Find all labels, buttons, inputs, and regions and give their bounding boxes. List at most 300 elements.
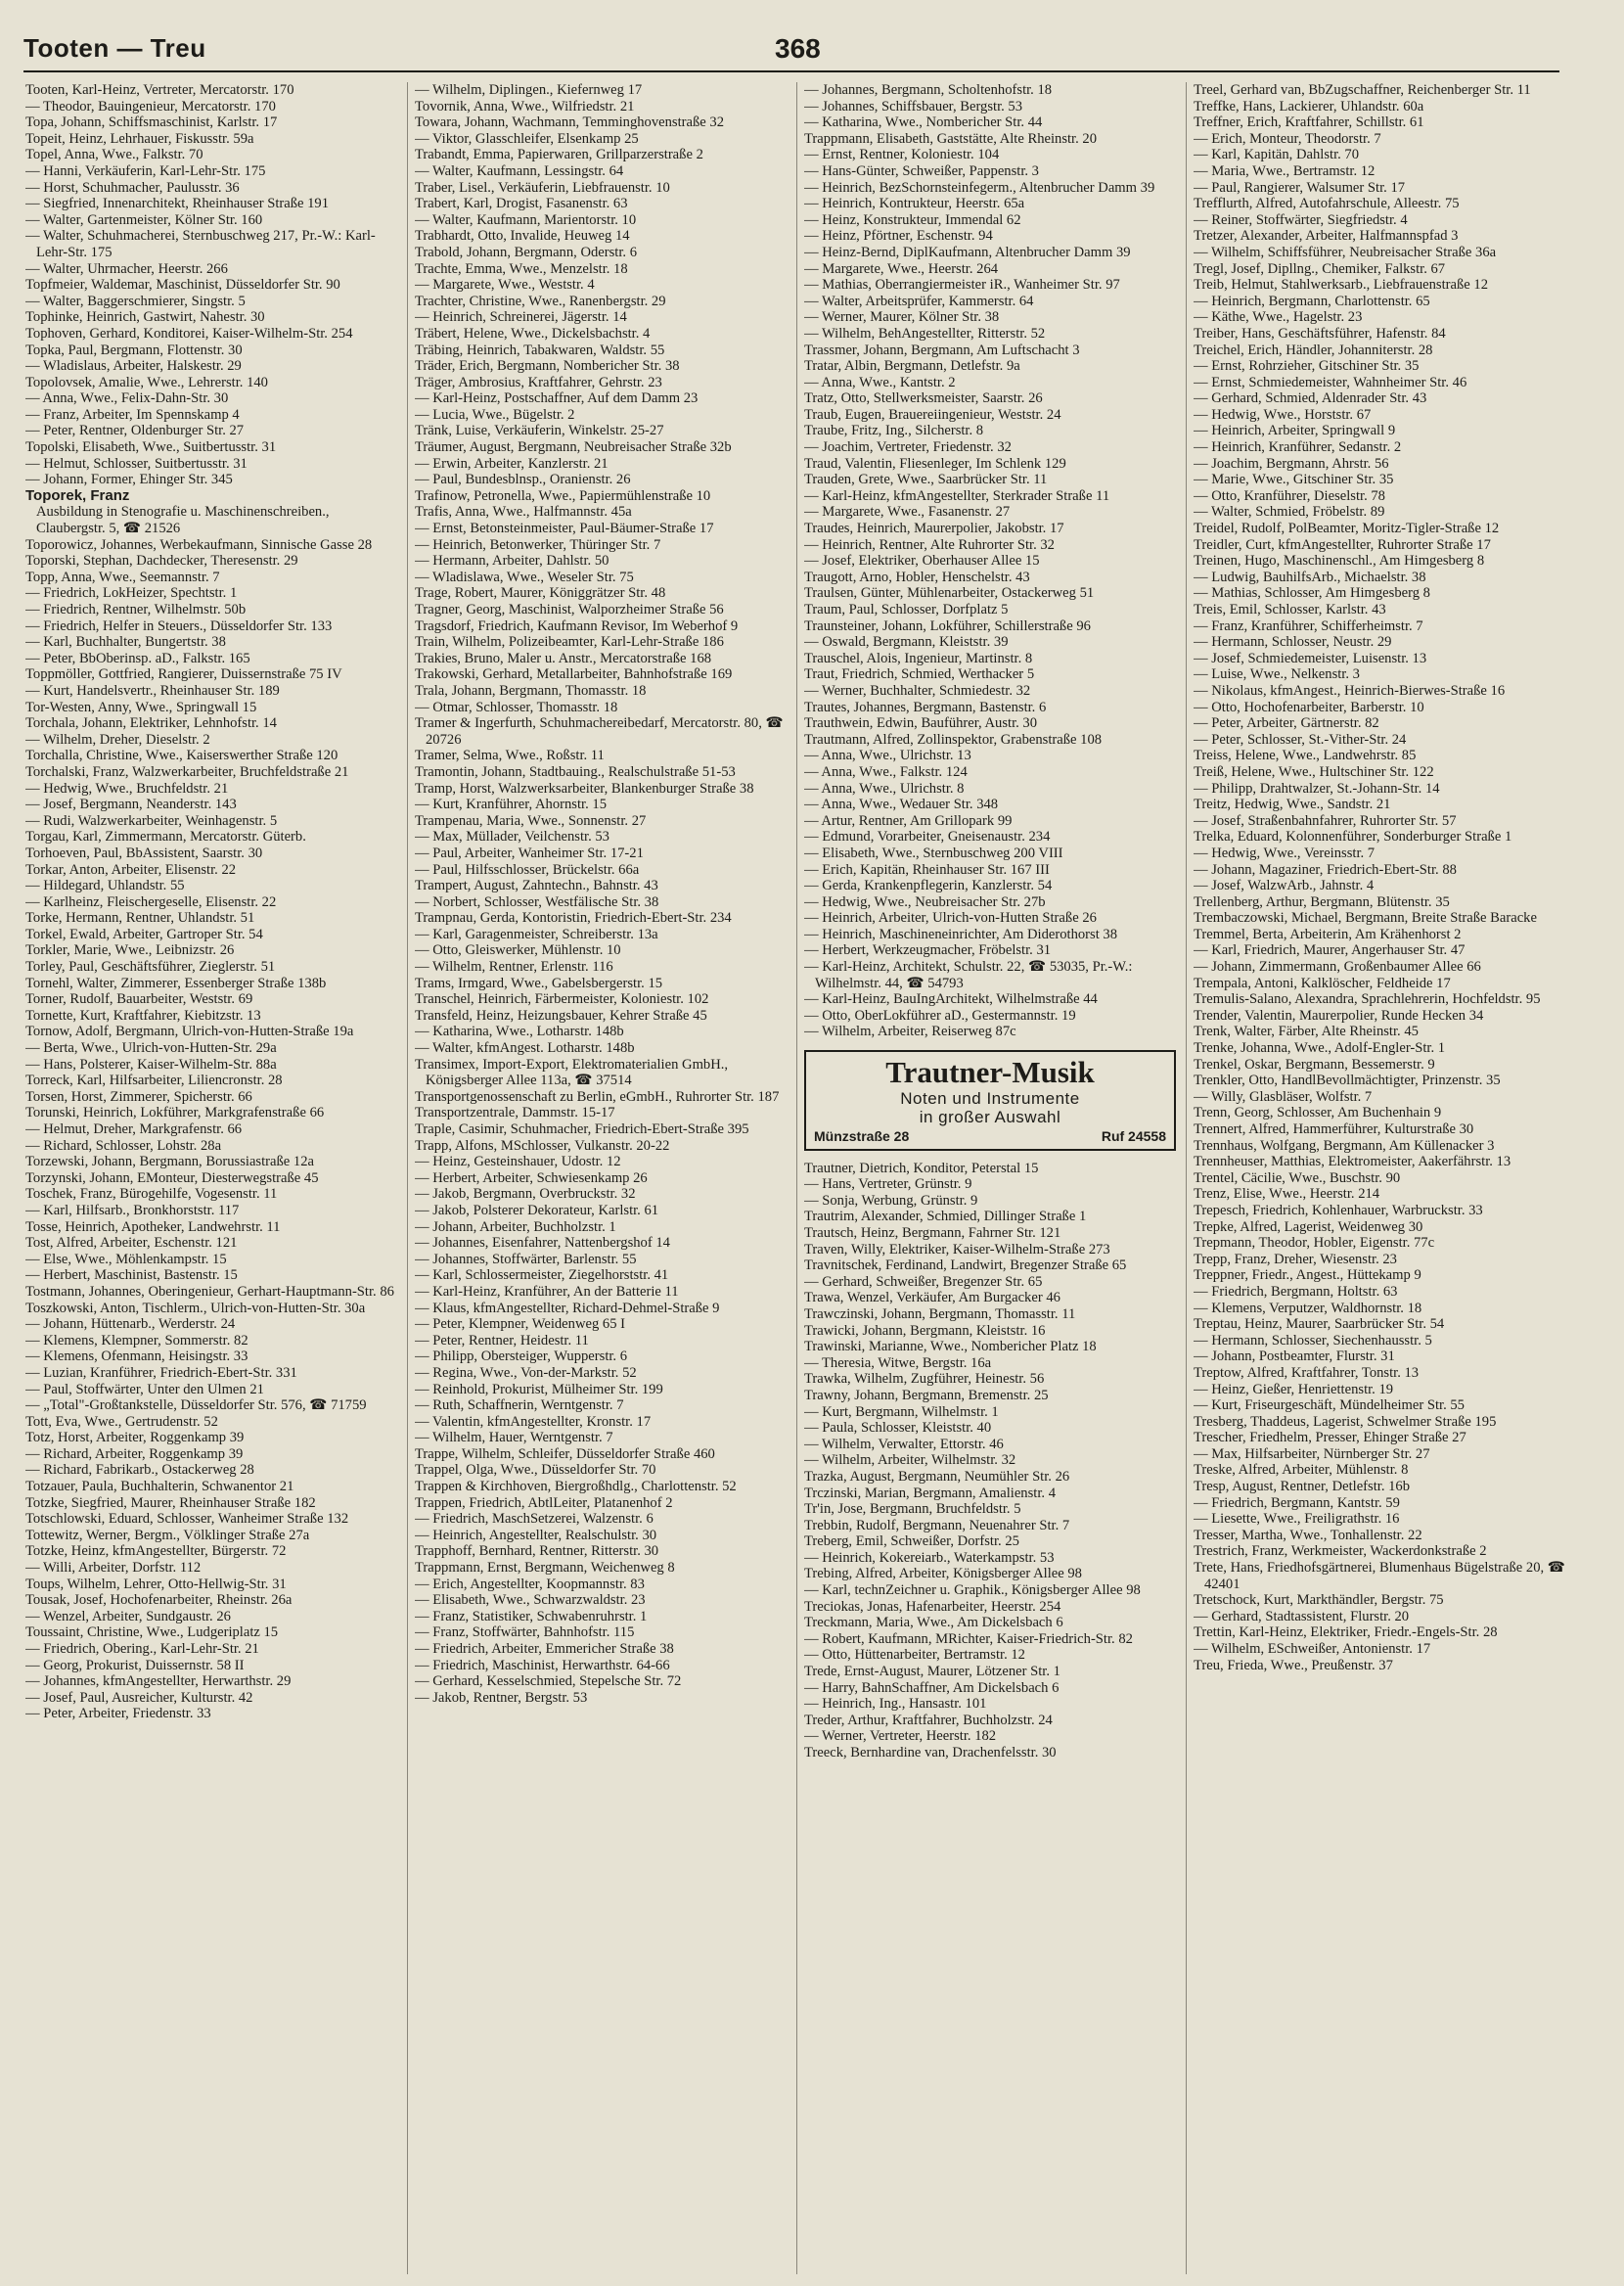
directory-entry: Traut, Friedrich, Schmied, Werthacker 5 [804, 666, 1035, 683]
directory-entry: Tresp, August, Rentner, Detlefstr. 16b [1194, 1479, 1411, 1495]
directory-entry: — Viktor, Glasschleifer, Elsenkamp 25 [415, 130, 639, 147]
directory-entry: Trapp, Alfons, MSchlosser, Vulkanstr. 20-22 [415, 1137, 670, 1154]
ad-address: Münzstraße 28 [814, 1128, 910, 1145]
directory-entry: Trenkler, Otto, HandlBevollmächtigter, Prinzenstr. 35 [1194, 1073, 1501, 1089]
directory-entry: — Kurt, Friseurgeschäft, Mündelheimer Str. 55 [1194, 1397, 1465, 1414]
directory-entry: Treib, Helmut, Stahlwerksarb., Liebfrauenstraße 12 [1194, 277, 1488, 294]
directory-entry: Toschek, Franz, Bürogehilfe, Vogesenstr. 11 [25, 1186, 278, 1203]
directory-entry: Totzauer, Paula, Buchhalterin, Schwanentor 21 [25, 1479, 294, 1495]
column-divider [407, 82, 408, 2274]
directory-entry: Torkar, Anton, Arbeiter, Elisenstr. 22 [25, 861, 237, 878]
directory-entry: Torchalla, Christine, Wwe., Kaiserswerther Straße 120 [25, 748, 338, 764]
directory-entry: Traum, Paul, Schlosser, Dorfplatz 5 [804, 602, 1009, 617]
directory-entry: — Wilhelm, Dreher, Dieselstr. 2 [25, 731, 210, 748]
directory-entry: — Johannes, Schiffsbauer, Bergstr. 53 [804, 98, 1023, 114]
directory-entry: — Paul, Arbeiter, Wanheimer Str. 17-21 [415, 845, 644, 861]
directory-entry: Trappel, Olga, Wwe., Düsseldorfer Str. 70 [415, 1462, 656, 1479]
directory-entry: — Hanni, Verkäuferin, Karl-Lehr-Str. 175 [25, 162, 266, 179]
directory-entry: Treiss, Helene, Wwe., Landwehrstr. 85 [1194, 748, 1417, 764]
directory-entry: Topolski, Elisabeth, Wwe., Suitbertusstr. 31 [25, 439, 277, 456]
directory-entry: Ausbildung in Stenografie u. Maschinenschreiben., Claubergstr. 5, ☎ 21526 [36, 504, 330, 537]
directory-entry: Trenz, Elise, Wwe., Heerstr. 214 [1194, 1186, 1380, 1203]
directory-entry: — Else, Wwe., Möhlenkampstr. 15 [25, 1251, 227, 1267]
directory-entry: Tremulis-Salano, Alexandra, Sprachlehrerin, Hochfeldstr. 95 [1194, 991, 1541, 1008]
directory-entry: Trala, Johann, Bergmann, Thomasstr. 18 [415, 682, 647, 699]
directory-entry: — Philipp, Drahtwalzer, St.-Johann-Str. 14 [1194, 780, 1440, 797]
directory-entry: — Josef, WalzwArb., Jahnstr. 4 [1194, 878, 1375, 894]
directory-entry: — Anna, Wwe., Felix-Dahn-Str. 30 [25, 390, 229, 407]
directory-entry: Toporski, Stephan, Dachdecker, Theresenstr. 29 [25, 553, 298, 570]
directory-entry: Trennhaus, Wolfgang, Bergmann, Am Küllenacker 3 [1194, 1137, 1495, 1154]
directory-entry: — Mathias, Oberrangiermeister iR., Wanheimer Str. 97 [804, 277, 1120, 294]
directory-entry: — Walter, Schuhmacherei, Sternbuschweg 217, Pr.-W.: Karl-Lehr-Str. 175 [25, 228, 376, 260]
directory-entry: — Theodor, Bauingenieur, Mercatorstr. 170 [25, 98, 276, 114]
directory-entry: Torner, Rudolf, Bauarbeiter, Weststr. 69 [25, 991, 253, 1008]
directory-entry: Tremmel, Berta, Arbeiterin, Am Krähenhorst 2 [1194, 926, 1462, 942]
directory-entry: Trazka, August, Bergmann, Neumühler Str. 26 [804, 1468, 1070, 1485]
directory-entry: Treel, Gerhard van, BbZugschaffner, Reichenberger Str. 11 [1194, 82, 1531, 98]
directory-entry: — Kurt, Kranführer, Ahornstr. 15 [415, 797, 607, 813]
directory-entry: — Luzian, Kranführer, Friedrich-Ebert-Str. 331 [25, 1364, 297, 1381]
directory-entry: Trampnau, Gerda, Kontoristin, Friedrich-Ebert-Str. 234 [415, 910, 732, 927]
directory-entry: Tousak, Josef, Hochofenarbeiter, Rheinstr. 26a [25, 1592, 293, 1609]
directory-entry: — Walter, Kaufmann, Marientorstr. 10 [415, 211, 637, 228]
directory-entry: — Hedwig, Wwe., Vereinsstr. 7 [1194, 845, 1376, 861]
directory-entry: Trenk, Walter, Färber, Alte Rheinstr. 45 [1194, 1024, 1419, 1040]
directory-entry: — Franz, Statistiker, Schwabenruhrstr. 1 [415, 1608, 648, 1624]
directory-entry: — Berta, Wwe., Ulrich-von-Hutten-Str. 29a [25, 1040, 277, 1057]
directory-entry: — Max, Müllader, Veilchenstr. 53 [415, 829, 609, 846]
directory-entry: — Wilhelm, ESchweißer, Antonienstr. 17 [1194, 1641, 1431, 1657]
directory-entry: Trappen, Friedrich, AbtlLeiter, Platanenhof 2 [415, 1494, 673, 1511]
directory-entry: — Ruth, Schaffnerin, Werntgenstr. 7 [415, 1397, 624, 1414]
directory-entry: Träbing, Heinrich, Tabakwaren, Waldstr. 55 [415, 342, 665, 358]
directory-entry: — Gerhard, Schweißer, Bregenzer Str. 65 [804, 1273, 1043, 1290]
directory-entry: Tr'in, Jose, Bergmann, Bruchfeldstr. 5 [804, 1501, 1021, 1518]
directory-entry: Travnitschek, Ferdinand, Landwirt, Bregenzer Straße 65 [804, 1257, 1127, 1274]
directory-entry: Topa, Johann, Schiffsmaschinist, Karlstr. 17 [25, 114, 278, 131]
directory-entry: Tophinke, Heinrich, Gastwirt, Nahestr. 30 [25, 309, 265, 326]
directory-entry: — Walter, Kaufmann, Lessingstr. 64 [415, 162, 624, 179]
directory-entry: Toppmöller, Gottfried, Rangierer, Duissernstraße 75 IV [25, 666, 342, 683]
directory-entry: — Kurt, Bergmann, Wilhelmstr. 1 [804, 1403, 999, 1420]
directory-entry: Treitz, Hedwig, Wwe., Sandstr. 21 [1194, 797, 1391, 813]
directory-entry: Treinen, Hugo, Maschinenschl., Am Himgesberg 8 [1194, 553, 1485, 570]
directory-entry: — Heinrich, Ing., Hansastr. 101 [804, 1696, 987, 1713]
directory-entry: Trebbin, Rudolf, Bergmann, Neuenahrer Str. 7 [804, 1517, 1070, 1533]
directory-entry: Topka, Paul, Bergmann, Flottenstr. 30 [25, 342, 243, 358]
directory-entry: — Karl, Friedrich, Maurer, Angerhauser Str. 47 [1194, 942, 1466, 959]
directory-entry: — Walter, Schmied, Fröbelstr. 89 [1194, 504, 1385, 521]
directory-entry: Trczinski, Marian, Bergmann, Amalienstr. 4 [804, 1485, 1056, 1501]
directory-entry: Trettin, Karl-Heinz, Elektriker, Friedr.-Engels-Str. 28 [1194, 1624, 1498, 1641]
directory-entry: — Margarete, Wwe., Weststr. 4 [415, 277, 595, 294]
directory-entry: — Maria, Wwe., Bertramstr. 12 [1194, 162, 1376, 179]
directory-entry: — Otmar, Schlosser, Thomasstr. 18 [415, 699, 618, 715]
directory-entry: — Walter, Baggerschmierer, Singstr. 5 [25, 293, 246, 309]
directory-entry: — Friedrich, Bergmann, Kantstr. 59 [1194, 1494, 1400, 1511]
directory-entry: Tramontin, Johann, Stadtbauing., Realschulstraße 51-53 [415, 763, 736, 780]
directory-column-2 [415, 82, 789, 2274]
directory-entry: Trappmann, Elisabeth, Gaststätte, Alte Rheinstr. 20 [804, 130, 1098, 147]
directory-entry: Trampenau, Maria, Wwe., Sonnenstr. 27 [415, 812, 647, 829]
directory-entry: — Peter, Arbeiter, Gärtnerstr. 82 [1194, 715, 1379, 732]
directory-entry: — Johann, Magaziner, Friedrich-Ebert-Str. 88 [1194, 861, 1457, 878]
directory-entry: Trebing, Alfred, Arbeiter, Königsberger Allee 98 [804, 1566, 1082, 1582]
directory-entry: Traudes, Heinrich, Maurerpolier, Jakobstr. 17 [804, 521, 1064, 537]
directory-entry: — Heinrich, Arbeiter, Springwall 9 [1194, 423, 1396, 439]
directory-entry: Topel, Anna, Wwe., Falkstr. 70 [25, 147, 203, 163]
directory-entry: — Anna, Wwe., Falkstr. 124 [804, 763, 968, 780]
directory-entry: — Werner, Vertreter, Heerstr. 182 [804, 1728, 997, 1745]
directory-entry: Toussaint, Christine, Wwe., Ludgeriplatz 15 [25, 1624, 279, 1641]
directory-entry: — Johann, Postbeamter, Flurstr. 31 [1194, 1349, 1395, 1365]
directory-entry: Traven, Willy, Elektriker, Kaiser-Wilhelm-Straße 273 [804, 1241, 1110, 1257]
directory-entry: Trampert, August, Zahntechn., Bahnstr. 43 [415, 878, 658, 894]
directory-entry: — Lucia, Wwe., Bügelstr. 2 [415, 406, 575, 423]
directory-entry: — Hildegard, Uhlandstr. 55 [25, 878, 185, 894]
directory-entry: Train, Wilhelm, Polizeibeamter, Karl-Lehr-Straße 186 [415, 634, 724, 651]
directory-entry: Trams, Irmgard, Wwe., Gabelsbergerstr. 15 [415, 975, 663, 991]
directory-entry: Trautrim, Alexander, Schmied, Dillinger Straße 1 [804, 1209, 1087, 1225]
page-number: 368 [775, 33, 821, 64]
directory-entry: — Wilhelm, Schiffsführer, Neubreisacher Straße 36a [1194, 244, 1497, 260]
directory-entry: — Heinz, Konstrukteur, Immendal 62 [804, 211, 1021, 228]
directory-entry: — Herbert, Arbeiter, Schwiesenkamp 26 [415, 1169, 648, 1186]
directory-entry: Transportzentrale, Dammstr. 15-17 [415, 1105, 615, 1121]
directory-entry: — Jakob, Rentner, Bergstr. 53 [415, 1689, 588, 1706]
directory-entry: Traugott, Arno, Hobler, Henschelstr. 43 [804, 569, 1030, 585]
directory-entry: Torley, Paul, Geschäftsführer, Zieglerstr. 51 [25, 959, 276, 976]
directory-entry: — Helmut, Dreher, Markgrafenstr. 66 [25, 1121, 243, 1137]
directory-entry: Treppner, Friedr., Angest., Hüttekamp 9 [1194, 1267, 1421, 1284]
directory-entry: Trabert, Karl, Drogist, Fasanenstr. 63 [415, 196, 628, 212]
directory-entry: Tott, Eva, Wwe., Gertrudenstr. 52 [25, 1413, 218, 1430]
directory-entry: — Erich, Angestellter, Koopmannstr. 83 [415, 1576, 645, 1592]
directory-entry: Treidel, Rudolf, PolBeamter, Moritz-Tigler-Straße 12 [1194, 521, 1500, 537]
directory-entry: Trabandt, Emma, Papierwaren, Grillparzerstraße 2 [415, 147, 703, 163]
directory-entry: Trepesch, Friedrich, Kohlenhauer, Warbruckstr. 33 [1194, 1202, 1483, 1218]
directory-entry: — Ernst, Schmiedemeister, Wahnheimer Str. 46 [1194, 374, 1467, 390]
directory-entry: — Paul, Bundesblnsp., Oranienstr. 26 [415, 472, 631, 488]
directory-entry: Topeit, Heinz, Lehrhauer, Fiskusstr. 59a [25, 130, 254, 147]
directory-entry: — Wilhelm, Arbeiter, Reiserweg 87c [804, 1024, 1016, 1040]
directory-entry: — Josef, Schmiedemeister, Luisenstr. 13 [1194, 650, 1427, 666]
directory-entry: Trempala, Antoni, Kalklöscher, Feldheide 17 [1194, 975, 1451, 991]
directory-entry: — Johann, Hüttenarb., Werderstr. 24 [25, 1316, 236, 1333]
directory-entry: — Ernst, Rentner, Koloniestr. 104 [804, 147, 1000, 163]
directory-entry: Topp, Anna, Wwe., Seemannstr. 7 [25, 569, 220, 585]
directory-entry: — Richard, Fabrikarb., Ostackerweg 28 [25, 1462, 254, 1479]
directory-entry: Trescher, Friedhelm, Presser, Ehinger Straße 27 [1194, 1430, 1466, 1446]
directory-entry: Tottewitz, Werner, Bergm., Völklinger Straße 27a [25, 1527, 310, 1543]
directory-entry: — Erich, Monteur, Theodorstr. 7 [1194, 130, 1381, 147]
directory-entry: Trawicki, Johann, Bergmann, Kleiststr. 16 [804, 1322, 1046, 1339]
directory-entry: Traunsteiner, Johann, Lokführer, Schillerstraße 96 [804, 617, 1091, 634]
directory-entry: — Johannes, kfmAngestellter, Herwarthstr. 29 [25, 1673, 292, 1690]
directory-entry: — Katharina, Wwe., Lotharstr. 148b [415, 1024, 624, 1040]
directory-entry: — Richard, Schlosser, Lohstr. 28a [25, 1137, 222, 1154]
directory-entry: — Walter, Arbeitsprüfer, Kammerstr. 64 [804, 293, 1034, 309]
directory-entry: — Anna, Wwe., Ulrichstr. 8 [804, 780, 965, 797]
directory-entry: — Wilhelm, Rentner, Erlenstr. 116 [415, 959, 613, 976]
ad-line-1: Noten und Instrumente [900, 1089, 1080, 1109]
directory-entry: — Oswald, Bergmann, Kleiststr. 39 [804, 634, 1009, 651]
directory-entry: Towara, Johann, Wachmann, Temminghovenstraße 32 [415, 114, 725, 131]
directory-entry: Trautmann, Alfred, Zollinspektor, Grabenstraße 108 [804, 731, 1103, 748]
directory-entry: — Horst, Schuhmacher, Paulusstr. 36 [25, 179, 240, 196]
directory-entry: — Paul, Stoffwärter, Unter den Ulmen 21 [25, 1381, 264, 1397]
directory-entry: Trenke, Johanna, Wwe., Adolf-Engler-Str. 1 [1194, 1040, 1446, 1057]
directory-entry: — Walter, kfmAngest. Lotharstr. 148b [415, 1040, 635, 1057]
directory-entry: Trawka, Wilhelm, Zugführer, Heinestr. 56 [804, 1371, 1045, 1388]
directory-entry: — Friedrich, Maschinist, Herwarthstr. 64-66 [415, 1657, 670, 1673]
directory-entry: Torkel, Ewald, Arbeiter, Gartroper Str. 54 [25, 926, 263, 942]
directory-entry: Trefflurth, Alfred, Autofahrschule, Alleestr. 75 [1194, 196, 1460, 212]
directory-entry: — Johannes, Stoffwärter, Barlenstr. 55 [415, 1251, 637, 1267]
directory-entry: Torke, Hermann, Rentner, Uhlandstr. 51 [25, 910, 255, 927]
directory-entry: Trappe, Wilhelm, Schleifer, Düsseldorfer Straße 460 [415, 1445, 715, 1462]
directory-entry: — Karl-Heinz, Postschaffner, Auf dem Damm 23 [415, 390, 699, 407]
directory-entry: — Helmut, Schlosser, Suitbertusstr. 31 [25, 455, 248, 472]
directory-entry: Trentel, Cäcilie, Wwe., Buschstr. 90 [1194, 1169, 1401, 1186]
directory-entry: Trauden, Grete, Wwe., Saarbrücker Str. 11 [804, 472, 1048, 488]
directory-entry: Trennert, Alfred, Hammerführer, Kulturstraße 30 [1194, 1121, 1474, 1137]
directory-entry: — Hedwig, Wwe., Neubreisacher Str. 27b [804, 893, 1046, 910]
directory-entry: Tragsdorf, Friedrich, Kaufmann Revisor, Im Weberhof 9 [415, 617, 739, 634]
directory-entry: Trauschel, Alois, Ingenieur, Martinstr. 8 [804, 650, 1033, 666]
directory-entry: — Willy, Glasbläser, Wolfstr. 7 [1194, 1088, 1373, 1105]
directory-entry: — Mathias, Schlosser, Am Himgesberg 8 [1194, 585, 1430, 602]
header-rule [23, 70, 1559, 72]
directory-entry: — Erich, Kapitän, Rheinhauser Str. 167 III [804, 861, 1050, 878]
directory-entry: — Hedwig, Wwe., Horststr. 67 [1194, 406, 1372, 423]
directory-entry: — Walter, Gartenmeister, Kölner Str. 160 [25, 211, 263, 228]
directory-entry: Traber, Lisel., Verkäuferin, Liebfrauenstr. 10 [415, 179, 670, 196]
directory-entry: Treiber, Hans, Geschäftsführer, Hafenstr. 84 [1194, 325, 1446, 342]
directory-entry: Tornette, Kurt, Kraftfahrer, Kiebitzstr. 13 [25, 1007, 261, 1024]
directory-entry: — Wilhelm, BehAngestellter, Ritterstr. 52 [804, 325, 1046, 342]
directory-entry: Trappen & Kirchhoven, Biergroßhdlg., Charlottenstr. 52 [415, 1479, 737, 1495]
directory-entry: Trennheuser, Matthias, Elektromeister, Aakerfährstr. 13 [1194, 1154, 1511, 1170]
directory-entry: Tretschock, Kurt, Markthändler, Bergstr. 75 [1194, 1592, 1444, 1609]
directory-entry: Trauthwein, Edwin, Bauführer, Austr. 30 [804, 715, 1038, 732]
directory-entry: — Otto, Hochofenarbeiter, Barberstr. 10 [1194, 699, 1424, 715]
directory-entry: Treeck, Bernhardine van, Drachenfelsstr. 30 [804, 1745, 1057, 1760]
directory-entry: — Karl, Buchhalter, Bungertstr. 38 [25, 634, 226, 651]
directory-entry: — Friedrich, Rentner, Wilhelmstr. 50b [25, 602, 247, 617]
directory-entry: — Klemens, Klempner, Sommerstr. 82 [25, 1332, 248, 1349]
directory-entry: Tregl, Josef, Dipllng., Chemiker, Falkstr. 67 [1194, 260, 1446, 277]
directory-entry: — Anna, Wwe., Kantstr. 2 [804, 374, 956, 390]
directory-entry: Trautsch, Heinz, Bergmann, Fahrner Str. 121 [804, 1225, 1061, 1241]
directory-entry: Trawny, Johann, Bergmann, Bremenstr. 25 [804, 1387, 1049, 1403]
directory-entry: — Marie, Wwe., Gitschiner Str. 35 [1194, 472, 1394, 488]
directory-entry: — Wladislaus, Arbeiter, Halskestr. 29 [25, 358, 242, 375]
directory-entry: Transimex, Import-Export, Elektromaterialien GmbH., Königsberger Allee 113a, ☎ 37514 [415, 1056, 729, 1089]
directory-entry: Tratz, Otto, Stellwerksmeister, Saarstr. 26 [804, 390, 1043, 407]
directory-entry: — Johann, Arbeiter, Buchholzstr. 1 [415, 1218, 616, 1235]
directory-entry: — Valentin, kfmAngestellter, Kronstr. 17 [415, 1413, 652, 1430]
directory-entry: Tovornik, Anna, Wwe., Wilfriedstr. 21 [415, 98, 635, 114]
directory-entry: — Hermann, Arbeiter, Dahlstr. 50 [415, 553, 609, 570]
directory-entry: — Hermann, Schlosser, Neustr. 29 [1194, 634, 1392, 651]
directory-entry: Tränk, Luise, Verkäuferin, Winkelstr. 25-27 [415, 423, 664, 439]
directory-entry: Treidler, Curt, kfmAngestellter, Ruhrorter Straße 17 [1194, 536, 1491, 553]
directory-entry: Trete, Hans, Friedhofsgärtnerei, Blumenhaus Bügelstraße 20, ☎ 42401 [1194, 1560, 1565, 1592]
directory-entry: — Wenzel, Arbeiter, Sundgaustr. 26 [25, 1608, 231, 1624]
directory-entry: Tost, Alfred, Arbeiter, Eschenstr. 121 [25, 1235, 238, 1252]
directory-entry: Totschlowski, Eduard, Schlosser, Wanheimer Straße 132 [25, 1511, 349, 1528]
directory-entry: — Hedwig, Wwe., Bruchfeldstr. 21 [25, 780, 229, 797]
directory-entry: Trafinow, Petronella, Wwe., Papiermühlenstraße 10 [415, 487, 711, 504]
directory-entry: — Friedrich, Bergmann, Holtstr. 63 [1194, 1283, 1398, 1300]
directory-entry: — Gerhard, Stadtassistent, Flurstr. 20 [1194, 1608, 1410, 1624]
directory-entry: Tresser, Martha, Wwe., Tonhallenstr. 22 [1194, 1527, 1422, 1543]
directory-entry: — Jakob, Polsterer Dekorateur, Karlstr. 61 [415, 1202, 659, 1218]
directory-column-3 [804, 82, 1178, 2274]
directory-entry: Tooten, Karl-Heinz, Vertreter, Mercatorstr. 170 [25, 82, 294, 98]
directory-entry: — Herbert, Maschinist, Bastenstr. 15 [25, 1267, 238, 1284]
column-divider [796, 82, 797, 2274]
directory-entry: Traub, Eugen, Brauereiingenieur, Weststr. 24 [804, 406, 1061, 423]
directory-entry: Trachte, Emma, Wwe., Menzelstr. 18 [415, 260, 628, 277]
directory-entry: — Heinz, Gießer, Henriettenstr. 19 [1194, 1381, 1394, 1397]
directory-entry: — Paul, Rangierer, Walsumer Str. 17 [1194, 179, 1406, 196]
directory-entry: Torkler, Marie, Wwe., Leibnizstr. 26 [25, 942, 235, 959]
directory-entry: — Friedrich, MaschSetzerei, Walzenstr. 6 [415, 1511, 654, 1528]
directory-entry: Treu, Frieda, Wwe., Preußenstr. 37 [1194, 1657, 1393, 1673]
directory-entry: Torchala, Johann, Elektriker, Lehnhofstr. 14 [25, 715, 277, 732]
directory-entry: — Peter, Rentner, Heidestr. 11 [415, 1332, 589, 1349]
directory-entry: Trafis, Anna, Wwe., Halfmannstr. 45a [415, 504, 632, 521]
running-head: Tooten — Treu [23, 33, 206, 63]
directory-entry: — Hans, Vertreter, Grünstr. 9 [804, 1176, 972, 1193]
directory-entry: Trelka, Eduard, Kolonnenführer, Sonderburger Straße 1 [1194, 829, 1512, 846]
directory-entry: — Karl, Kapitän, Dahlstr. 70 [1194, 147, 1360, 163]
directory-entry: Trenkel, Oskar, Bergmann, Bessemerstr. 9 [1194, 1056, 1435, 1073]
directory-entry: Treiß, Helene, Wwe., Hultschiner Str. 122 [1194, 763, 1434, 780]
directory-entry: — Friedrich, Obering., Karl-Lehr-Str. 21 [25, 1641, 259, 1657]
directory-entry: Totzke, Siegfried, Maurer, Rheinhauser Straße 182 [25, 1494, 316, 1511]
directory-entry: — Rudi, Walzwerkarbeiter, Weinhagenstr. 5 [25, 812, 278, 829]
directory-entry: — Siegfried, Innenarchitekt, Rheinhauser Straße 191 [25, 196, 330, 212]
directory-entry: Treckmann, Maria, Wwe., Am Dickelsbach 6 [804, 1615, 1063, 1631]
directory-entry: Torreck, Karl, Hilfsarbeiter, Liliencronstr. 28 [25, 1073, 283, 1089]
directory-entry: Trepmann, Theodor, Hobler, Eigenstr. 77c [1194, 1235, 1435, 1252]
directory-entry: — Johann, Former, Ehinger Str. 345 [25, 472, 233, 488]
directory-entry: — Robert, Kaufmann, MRichter, Kaiser-Friedrich-Str. 82 [804, 1630, 1133, 1647]
directory-entry: — Hans-Günter, Schweißer, Pappenstr. 3 [804, 162, 1039, 179]
directory-entry: Trautes, Johannes, Bergmann, Bastenstr. 6 [804, 699, 1047, 715]
directory-entry: Traulsen, Günter, Mühlenarbeiter, Ostackerweg 51 [804, 585, 1095, 602]
directory-entry: — Philipp, Obersteiger, Wupperstr. 6 [415, 1349, 628, 1365]
directory-entry: — Franz, Kranführer, Schifferheimstr. 7 [1194, 617, 1423, 634]
directory-entry: Tresberg, Thaddeus, Lagerist, Schwelmer Straße 195 [1194, 1413, 1497, 1430]
directory-entry: — Erwin, Arbeiter, Kanzlerstr. 21 [415, 455, 609, 472]
directory-entry: — Elisabeth, Wwe., Sternbuschweg 200 VIII [804, 845, 1063, 861]
directory-entry: — Otto, Hüttenarbeiter, Bertramstr. 12 [804, 1647, 1025, 1664]
directory-entry: — Johannes, Bergmann, Scholtenhofstr. 18 [804, 82, 1053, 98]
directory-entry: — Karl, Schlossermeister, Ziegelhorststr. 41 [415, 1267, 669, 1284]
directory-entry: — Karl, Garagenmeister, Schreiberstr. 13a [415, 926, 658, 942]
directory-entry: Traud, Valentin, Fliesenleger, Im Schlenk 129 [804, 455, 1066, 472]
directory-entry: Transchel, Heinrich, Färbermeister, Koloniestr. 102 [415, 991, 709, 1008]
directory-entry: Tretzer, Alexander, Arbeiter, Halfmannspfad 3 [1194, 228, 1459, 245]
ad-title: Trautner-Musik [885, 1055, 1095, 1090]
directory-entry: — Heinz, Gesteinshauer, Udostr. 12 [415, 1154, 621, 1170]
directory-entry: — Werner, Buchhalter, Schmiedestr. 32 [804, 682, 1031, 699]
ad-phone: Ruf 24558 [1101, 1128, 1166, 1145]
directory-entry: — Heinrich, Bergmann, Charlottenstr. 65 [1194, 293, 1430, 309]
directory-entry: — Hermann, Schlosser, Siechenhausstr. 5 [1194, 1332, 1432, 1349]
advertisement-box [804, 1050, 1176, 1151]
directory-entry: — Josef, Bergmann, Neanderstr. 143 [25, 797, 237, 813]
directory-entry: — Karl-Heinz, BauIngArchitekt, Wilhelmstraße 44 [804, 991, 1098, 1008]
directory-entry: — Nikolaus, kfmAngest., Heinrich-Bierwes-Straße 16 [1194, 682, 1506, 699]
directory-entry: — Wilhelm, Diplingen., Kiefernweg 17 [415, 82, 643, 98]
directory-entry: — Friedrich, Helfer in Steuers., Düsseldorfer Str. 133 [25, 617, 333, 634]
directory-entry: — Heinrich, Rentner, Alte Ruhrorter Str. 32 [804, 536, 1055, 553]
directory-entry: — Anna, Wwe., Wedauer Str. 348 [804, 797, 999, 813]
directory-entry: — Franz, Stoffwärter, Bahnhofstr. 115 [415, 1624, 635, 1641]
directory-entry: — Heinrich, Maschineneinrichter, Am Diderothorst 38 [804, 926, 1117, 942]
directory-entry: — Theresia, Witwe, Bergstr. 16a [804, 1354, 992, 1371]
directory-entry: — Heinz-Bernd, DiplKaufmann, Altenbrucher Damm 39 [804, 244, 1131, 260]
directory-entry: Topfmeier, Waldemar, Maschinist, Düsseldorfer Str. 90 [25, 277, 340, 294]
directory-entry: — Josef, Elektriker, Oberhauser Allee 15 [804, 553, 1040, 570]
directory-entry: — Käthe, Wwe., Hagelstr. 23 [1194, 309, 1363, 326]
directory-entry: — Walter, Uhrmacher, Heerstr. 266 [25, 260, 228, 277]
directory-entry: Trassmer, Johann, Bergmann, Am Luftschacht 3 [804, 342, 1080, 358]
directory-entry: Torzewski, Johann, Bergmann, Borussiastraße 12a [25, 1154, 314, 1170]
directory-entry: Treffner, Erich, Kraftfahrer, Schillstr. 61 [1194, 114, 1424, 131]
directory-entry: Trepp, Franz, Dreher, Wiesenstr. 23 [1194, 1251, 1397, 1267]
directory-entry: Trawinski, Marianne, Wwe., Nombericher Platz 18 [804, 1339, 1097, 1355]
directory-entry: Treptau, Heinz, Maurer, Saarbrücker Str. 54 [1194, 1316, 1445, 1333]
directory-entry: Toszkowski, Anton, Tischlerm., Ulrich-von-Hutten-Str. 30a [25, 1300, 366, 1316]
directory-entry: Treichel, Erich, Händler, Johanniterstr. 28 [1194, 342, 1433, 358]
directory-entry: — Heinrich, Kontrukteur, Heerstr. 65a [804, 196, 1025, 212]
directory-entry: — Hans, Polsterer, Kaiser-Wilhelm-Str. 88a [25, 1056, 277, 1073]
directory-entry: — Margarete, Wwe., Heerstr. 264 [804, 260, 999, 277]
directory-entry: Trachter, Christine, Wwe., Ranenbergstr. 29 [415, 293, 666, 309]
directory-entry: Trepke, Alfred, Lagerist, Weidenweg 30 [1194, 1218, 1423, 1235]
directory-entry: Träger, Ambrosius, Kraftfahrer, Gehrstr. 23 [415, 374, 662, 390]
directory-entry: — Sonja, Werbung, Grünstr. 9 [804, 1192, 978, 1209]
directory-entry: — Harry, BahnSchaffner, Am Dickelsbach 6 [804, 1679, 1060, 1696]
directory-column-1 [25, 82, 399, 2274]
directory-entry: — Margarete, Wwe., Fasanenstr. 27 [804, 504, 1011, 521]
directory-entry: — Heinrich, BezSchornsteinfegerm., Altenbrucher Damm 39 [804, 179, 1155, 196]
directory-entry: — Werner, Maurer, Kölner Str. 38 [804, 309, 1000, 326]
directory-entry: Tostmann, Johannes, Oberingenieur, Gerhart-Hauptmann-Str. 86 [25, 1283, 394, 1300]
directory-entry: Torunski, Heinrich, Lokführer, Markgrafenstraße 66 [25, 1105, 325, 1121]
directory-entry: — Wilhelm, Verwalter, Ettorstr. 46 [804, 1436, 1004, 1452]
directory-entry: — Liesette, Wwe., Freiligrathstr. 16 [1194, 1511, 1400, 1528]
directory-entry: — Karl-Heinz, kfmAngestellter, Sterkrader Straße 11 [804, 487, 1110, 504]
column-divider [1186, 82, 1187, 2274]
directory-entry: — Heinrich, Betonwerker, Thüringer Str. 7 [415, 536, 661, 553]
directory-entry: Tramp, Horst, Walzwerksarbeiter, Blankenburger Straße 38 [415, 780, 754, 797]
directory-entry: — Heinz, Pförtner, Eschenstr. 94 [804, 228, 993, 245]
directory-entry: Trawczinski, Johann, Bergmann, Thomasstr. 11 [804, 1305, 1076, 1322]
directory-entry: Treder, Arthur, Kraftfahrer, Buchholzstr. 24 [804, 1712, 1053, 1728]
directory-entry: — Franz, Arbeiter, Im Spennskamp 4 [25, 406, 240, 423]
directory-entry: Tramer, Selma, Wwe., Roßstr. 11 [415, 748, 605, 764]
directory-entry: — Georg, Prokurist, Duissernstr. 58 II [25, 1657, 245, 1673]
directory-entry: — Heinrich, Arbeiter, Ulrich-von-Hutten Straße 26 [804, 910, 1097, 927]
